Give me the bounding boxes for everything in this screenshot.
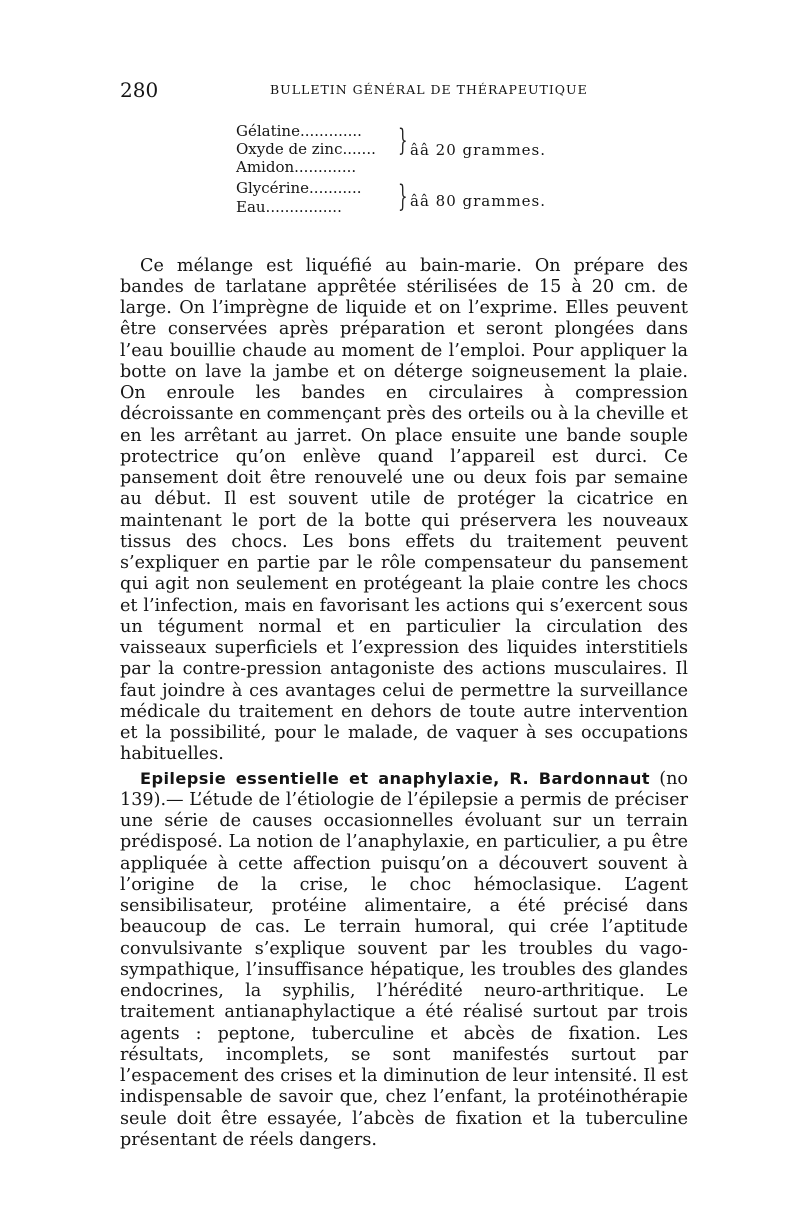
- page-header: [120, 78, 710, 104]
- running-title: BULLETIN GÉNÉRAL DE THÉRAPEUTIQUE: [270, 82, 588, 97]
- ingredient-amidon: Amidon.............: [236, 158, 357, 176]
- quantity-group-2: ââ 80 grammes.: [410, 192, 547, 210]
- ingredient-gelatine: Gélatine.............: [236, 122, 362, 140]
- paragraph-epilepsy-anaphylaxis: [120, 768, 688, 1152]
- article-heading: Epilepsie essentielle et anaphylaxie, R. Bardonnaut: [140, 768, 650, 788]
- ingredient-oxyde-de-zinc: Oxyde de zinc.......: [236, 140, 376, 158]
- brace-group-1: }: [398, 123, 408, 158]
- quantity-group-1: ââ 20 grammes.: [410, 141, 547, 159]
- recipe-formula: [236, 122, 616, 222]
- article-body: (no 139).— L’étude de l’étiologie de l’épilepsie a permis de préciser une série de causes occasionnelles évoluant sur un terrain prédisposé. La notion de l’anaphylaxie, en particulier, a pu être appliquée à cette affection puisqu’on a découvert souvent à l’origine de la crise, le choc hémoclasique. L’agent sensibilisateur, protéine alimentaire, a été précisé dans beaucoup de cas. Le terrain humoral, qui crée l’aptitude convulsivante s’explique souvent par les troubles du vago-sympathique, l’insuffisance hépatique, les troubles des glandes endocrines, la syphilis, l’hérédité neuro-arthritique. Le traitement antianaphylactique a été réalisé surtout par trois agents : peptone, tuberculine et abcès de fixation. Les résultats, incomplets, se sont manifestés surtout par l’espacement des crises et la diminution de leur intensité. Il est indispensable de savoir que, chez l’enfant, la protéinothérapie seule doit être essayée, l’abcès de fixation et la tuberculine présentant de réels dangers.: [120, 768, 688, 1150]
- ingredient-eau: Eau................: [236, 198, 342, 216]
- page-number: 280: [120, 78, 159, 102]
- ingredient-glycerine: Glycérine...........: [236, 179, 362, 197]
- paragraph-bandage-method: Ce mélange est liquéfié au bain-marie. On prépare des bandes de tarlatane apprêtée stérilisées de 15 à 20 cm. de large. On l’imprègne de liquide et on l’exprime. Elles peuvent être conservées après préparation et seront plongées dans l’eau bouillie chaude au moment de l’emploi. Pour appliquer la botte on lave la jambe et on déterge soigneusement la plaie. On enroule les bandes en circulaires à compression décroissante en commençant près des orteils ou à la cheville et en les arrêtant au jarret. On place ensuite une bande souple protectrice qu’on enlève quand l’appareil est durci. Ce pansement doit être renouvelé une ou deux fois par semaine au début. Il est souvent utile de protéger la cicatrice en maintenant le port de la botte qui préservera les nouveaux tissus des chocs. Les bons effets du traitement peuvent s’expliquer en partie par le rôle compensateur du pansement qui agit non seulement en protégeant la plaie contre les chocs et l’infection, mais en favorisant les actions qui s’exercent sous un tégument normal et en particulier la circulation des vaisseaux superficiels et l’expression des liquides interstitiels par la contre-pression antagoniste des actions musculaires. Il faut joindre à ces avantages celui de permettre la surveillance médicale du traitement en dehors de toute autre intervention et la possibilité, pour le malade, de vaquer à ses occupations habituelles.: [120, 255, 688, 765]
- brace-group-2: }: [398, 179, 408, 214]
